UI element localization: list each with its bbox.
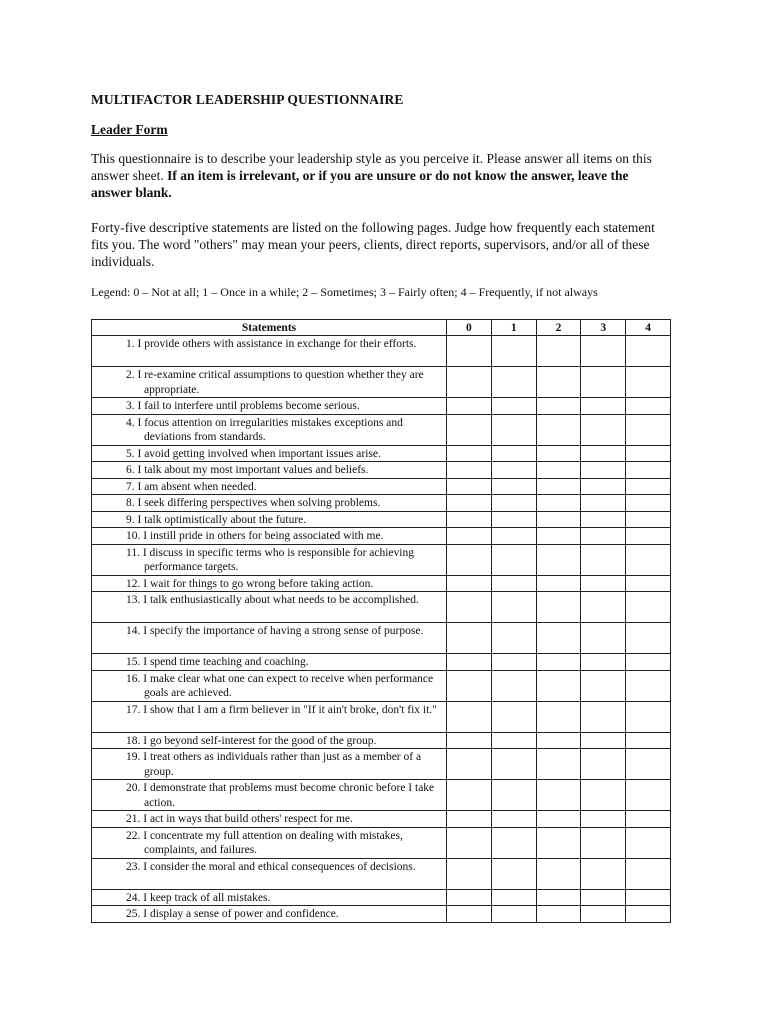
rating-cell-2[interactable] <box>536 511 581 528</box>
rating-cell-2[interactable] <box>536 495 581 512</box>
table-row <box>92 906 671 923</box>
statement-text: I make clear what one can expect to receive when performance goals are achieved. <box>143 672 434 699</box>
rating-cell-2[interactable] <box>536 827 581 858</box>
rating-cell-0[interactable] <box>447 889 492 906</box>
rating-cell-4[interactable] <box>626 654 671 671</box>
statement-text-block <box>92 593 442 608</box>
rating-cell-4[interactable] <box>626 701 671 732</box>
table-row <box>92 495 671 512</box>
rating-cell-4[interactable] <box>626 623 671 654</box>
statement-text: I wait for things to go wrong before taking action. <box>143 577 374 590</box>
table-row <box>92 858 671 889</box>
statement-cell <box>92 811 447 828</box>
header-rating-2: 2 <box>536 320 581 336</box>
rating-cell-1[interactable] <box>491 445 536 462</box>
table-row <box>92 414 671 445</box>
statement-number: 4. <box>126 416 135 429</box>
intro-bold-text: If an item is irrelevant, or if you are unsure or do not know the answer, leave the answer blank. <box>91 168 629 200</box>
statement-cell <box>92 336 447 367</box>
statement-cell <box>92 701 447 732</box>
statement-text: I concentrate my full attention on dealing with mistakes, complaints, and failures. <box>143 829 403 856</box>
statement-text-block <box>92 703 442 718</box>
table-row <box>92 511 671 528</box>
table-row <box>92 701 671 732</box>
rating-cell-1[interactable] <box>491 495 536 512</box>
rating-cell-4[interactable] <box>626 811 671 828</box>
rating-cell-2[interactable] <box>536 670 581 701</box>
statement-cell <box>92 889 447 906</box>
statement-number: 10. <box>126 530 141 542</box>
statement-number: 20. <box>126 782 141 794</box>
rating-cell-1[interactable] <box>491 906 536 923</box>
rating-cell-2[interactable] <box>536 732 581 749</box>
rating-cell-2[interactable] <box>536 749 581 780</box>
statement-text-block <box>92 546 442 575</box>
rating-cell-4[interactable] <box>626 462 671 479</box>
statement-number: 1. <box>126 338 135 350</box>
table-row <box>92 780 671 811</box>
rating-cell-3[interactable] <box>581 827 626 858</box>
rating-cell-2[interactable] <box>536 623 581 654</box>
rating-cell-4[interactable] <box>626 367 671 398</box>
statement-text: I display a sense of power and confidence. <box>143 908 339 920</box>
statement-cell <box>92 575 447 592</box>
statement-number: 13. <box>126 594 141 606</box>
statement-text: I go beyond self-interest for the good of the group. <box>143 734 377 747</box>
rating-cell-2[interactable] <box>536 654 581 671</box>
table-row <box>92 811 671 828</box>
statement-number: 12. <box>126 577 141 590</box>
statement-number: 22. <box>126 829 141 842</box>
intro-paragraph <box>91 150 671 201</box>
statement-text-block <box>92 399 442 414</box>
rating-cell-3[interactable] <box>581 462 626 479</box>
rating-cell-2[interactable] <box>536 780 581 811</box>
rating-cell-0[interactable] <box>447 445 492 462</box>
rating-cell-1[interactable] <box>491 414 536 445</box>
statement-text: I am absent when needed. <box>137 480 257 493</box>
rating-cell-1[interactable] <box>491 780 536 811</box>
rating-cell-4[interactable] <box>626 749 671 780</box>
rating-cell-3[interactable] <box>581 670 626 701</box>
statement-cell <box>92 544 447 575</box>
rating-cell-2[interactable] <box>536 906 581 923</box>
statement-number: 15. <box>126 656 141 668</box>
rating-cell-4[interactable] <box>626 575 671 592</box>
table-row <box>92 827 671 858</box>
rating-cell-2[interactable] <box>536 858 581 889</box>
statement-number: 2. <box>126 369 135 381</box>
rating-cell-1[interactable] <box>491 827 536 858</box>
rating-cell-0[interactable] <box>447 398 492 415</box>
rating-cell-0[interactable] <box>447 544 492 575</box>
rating-cell-2[interactable] <box>536 701 581 732</box>
statement-cell <box>92 445 447 462</box>
rating-cell-3[interactable] <box>581 592 626 623</box>
statement-text-block <box>92 812 442 827</box>
rating-cell-4[interactable] <box>626 544 671 575</box>
statement-text-block <box>92 480 442 495</box>
rating-cell-0[interactable] <box>447 858 492 889</box>
rating-cell-1[interactable] <box>491 367 536 398</box>
rating-cell-1[interactable] <box>491 811 536 828</box>
statement-text: I avoid getting involved when important issues arise. <box>137 447 381 460</box>
statement-text-block <box>92 829 442 858</box>
rating-cell-3[interactable] <box>581 445 626 462</box>
rating-cell-0[interactable] <box>447 592 492 623</box>
rating-table <box>91 319 671 923</box>
rating-cell-1[interactable] <box>491 749 536 780</box>
statement-text-block <box>92 368 442 397</box>
rating-cell-3[interactable] <box>581 732 626 749</box>
rating-cell-2[interactable] <box>536 445 581 462</box>
table-row <box>92 749 671 780</box>
statement-text: I treat others as individuals rather than just as a member of a group. <box>143 751 422 778</box>
form-subtitle: Leader Form <box>91 122 168 137</box>
header-statements: Statements <box>92 320 447 336</box>
statement-number: 19. <box>126 751 141 763</box>
statement-cell <box>92 478 447 495</box>
statement-text-block <box>92 734 442 749</box>
rating-cell-2[interactable] <box>536 575 581 592</box>
statement-text: I discuss in specific terms who is responsible for achieving performance targets. <box>142 546 414 573</box>
rating-cell-4[interactable] <box>626 827 671 858</box>
rating-cell-3[interactable] <box>581 414 626 445</box>
statement-number: 8. <box>126 497 135 509</box>
statement-number: 21. <box>126 813 141 825</box>
rating-cell-1[interactable] <box>491 528 536 545</box>
statement-number: 17. <box>126 703 141 716</box>
rating-cell-0[interactable] <box>447 780 492 811</box>
rating-cell-1[interactable] <box>491 858 536 889</box>
rating-cell-3[interactable] <box>581 528 626 545</box>
header-rating-0: 0 <box>447 320 492 336</box>
statement-text-block <box>92 655 442 670</box>
statement-text-block <box>92 337 442 352</box>
rating-cell-0[interactable] <box>447 827 492 858</box>
rating-cell-3[interactable] <box>581 478 626 495</box>
rating-cell-2[interactable] <box>536 544 581 575</box>
rating-cell-1[interactable] <box>491 654 536 671</box>
rating-cell-0[interactable] <box>447 623 492 654</box>
rating-cell-2[interactable] <box>536 414 581 445</box>
rating-cell-4[interactable] <box>626 889 671 906</box>
rating-cell-1[interactable] <box>491 478 536 495</box>
table-row <box>92 478 671 495</box>
statement-text-block <box>92 624 442 639</box>
rating-cell-4[interactable] <box>626 495 671 512</box>
rating-cell-1[interactable] <box>491 398 536 415</box>
statement-text: I demonstrate that problems must become chronic before I take action. <box>143 782 435 809</box>
statement-text: I act in ways that build others' respect for me. <box>143 813 353 825</box>
table-row <box>92 732 671 749</box>
statement-number: 5. <box>126 447 135 460</box>
rating-cell-1[interactable] <box>491 670 536 701</box>
rating-cell-4[interactable] <box>626 336 671 367</box>
rating-cell-0[interactable] <box>447 749 492 780</box>
statement-text: I talk enthusiastically about what needs to be accomplished. <box>143 594 419 606</box>
rating-cell-4[interactable] <box>626 858 671 889</box>
statement-number: 3. <box>126 400 135 412</box>
rating-cell-2[interactable] <box>536 528 581 545</box>
table-row <box>92 528 671 545</box>
statement-cell <box>92 780 447 811</box>
table-row <box>92 889 671 906</box>
statement-number: 11. <box>126 546 140 559</box>
header-rating-1: 1 <box>491 320 536 336</box>
statement-number: 16. <box>126 672 141 685</box>
rating-cell-3[interactable] <box>581 654 626 671</box>
table-row <box>92 623 671 654</box>
statement-text: I consider the moral and ethical consequences of decisions. <box>143 860 416 873</box>
statement-cell <box>92 462 447 479</box>
statement-text-block <box>92 891 442 906</box>
document-page <box>91 92 671 301</box>
rating-cell-0[interactable] <box>447 462 492 479</box>
statement-number: 6. <box>126 464 135 476</box>
statement-text-block <box>92 860 442 875</box>
statement-text-block <box>92 513 442 528</box>
rating-cell-1[interactable] <box>491 732 536 749</box>
statement-cell <box>92 367 447 398</box>
rating-cell-2[interactable] <box>536 336 581 367</box>
rating-cell-4[interactable] <box>626 445 671 462</box>
rating-cell-0[interactable] <box>447 528 492 545</box>
table-row <box>92 398 671 415</box>
table-row <box>92 462 671 479</box>
statement-number: 24. <box>126 891 141 904</box>
statement-cell <box>92 654 447 671</box>
statement-cell <box>92 414 447 445</box>
page-title: MULTIFACTOR LEADERSHIP QUESTIONNAIRE <box>91 92 404 107</box>
intro-text: This questionnaire is to describe your leadership style as you perceive it. Please answer all items on this answer sheet. <box>91 151 652 183</box>
header-rating-3: 3 <box>581 320 626 336</box>
rating-cell-4[interactable] <box>626 478 671 495</box>
rating-cell-3[interactable] <box>581 811 626 828</box>
statement-cell <box>92 495 447 512</box>
rating-cell-1[interactable] <box>491 336 536 367</box>
table-row <box>92 367 671 398</box>
table-header-row <box>92 320 671 336</box>
statement-text-block <box>92 496 442 511</box>
rating-cell-3[interactable] <box>581 749 626 780</box>
rating-cell-1[interactable] <box>491 544 536 575</box>
rating-cell-1[interactable] <box>491 701 536 732</box>
statement-cell <box>92 528 447 545</box>
rating-cell-3[interactable] <box>581 495 626 512</box>
statement-number: 18. <box>126 734 141 747</box>
rating-cell-2[interactable] <box>536 478 581 495</box>
statement-text-block <box>92 529 442 544</box>
rating-cell-3[interactable] <box>581 544 626 575</box>
statement-text-block <box>92 781 442 810</box>
rating-cell-4[interactable] <box>626 780 671 811</box>
rating-cell-0[interactable] <box>447 654 492 671</box>
statement-text-block <box>92 577 442 592</box>
rating-cell-2[interactable] <box>536 811 581 828</box>
statement-number: 25. <box>126 908 141 920</box>
rating-cell-4[interactable] <box>626 670 671 701</box>
rating-cell-1[interactable] <box>491 592 536 623</box>
statement-number: 9. <box>126 513 135 526</box>
table-row <box>92 445 671 462</box>
rating-legend: Legend: 0 – Not at all; 1 – Once in a while; 2 – Sometimes; 3 – Fairly often; 4 – Frequently, if not always <box>91 285 598 299</box>
rating-cell-4[interactable] <box>626 732 671 749</box>
statement-text: I fail to interfere until problems become serious. <box>137 400 360 412</box>
statement-text: I keep track of all mistakes. <box>143 891 271 904</box>
table-row <box>92 592 671 623</box>
rating-cell-4[interactable] <box>626 528 671 545</box>
rating-cell-1[interactable] <box>491 511 536 528</box>
rating-cell-3[interactable] <box>581 780 626 811</box>
statement-text-block <box>92 750 442 779</box>
rating-cell-3[interactable] <box>581 623 626 654</box>
rating-cell-0[interactable] <box>447 336 492 367</box>
statement-cell <box>92 670 447 701</box>
rating-cell-0[interactable] <box>447 575 492 592</box>
rating-cell-1[interactable] <box>491 623 536 654</box>
statement-cell <box>92 906 447 923</box>
table-row <box>92 575 671 592</box>
statement-cell <box>92 623 447 654</box>
table-row <box>92 654 671 671</box>
rating-cell-3[interactable] <box>581 575 626 592</box>
rating-cell-0[interactable] <box>447 367 492 398</box>
statement-cell <box>92 592 447 623</box>
statement-text: I show that I am a firm believer in "If it ain't broke, don't fix it." <box>143 703 437 716</box>
header-rating-4: 4 <box>626 320 671 336</box>
table-row <box>92 670 671 701</box>
rating-cell-2[interactable] <box>536 592 581 623</box>
rating-cell-4[interactable] <box>626 511 671 528</box>
rating-cell-2[interactable] <box>536 398 581 415</box>
rating-cell-0[interactable] <box>447 732 492 749</box>
table-row <box>92 544 671 575</box>
rating-cell-0[interactable] <box>447 906 492 923</box>
statement-cell <box>92 398 447 415</box>
rating-cell-0[interactable] <box>447 670 492 701</box>
rating-cell-3[interactable] <box>581 398 626 415</box>
rating-cell-0[interactable] <box>447 478 492 495</box>
rating-cell-0[interactable] <box>447 701 492 732</box>
statement-text: I instill pride in others for being associated with me. <box>143 530 384 542</box>
statement-text: I specify the importance of having a strong sense of purpose. <box>143 625 424 637</box>
statement-cell <box>92 732 447 749</box>
statement-text: I seek differing perspectives when solving problems. <box>137 497 381 509</box>
rating-cell-1[interactable] <box>491 889 536 906</box>
rating-cell-3[interactable] <box>581 367 626 398</box>
statement-text: I talk about my most important values and beliefs. <box>137 464 369 476</box>
statement-text-block <box>92 463 442 478</box>
statement-text: I re-examine critical assumptions to question whether they are appropriate. <box>137 369 424 396</box>
statement-text-block <box>92 447 442 462</box>
statement-cell <box>92 858 447 889</box>
rating-cell-4[interactable] <box>626 414 671 445</box>
statement-text: I talk optimistically about the future. <box>137 513 307 526</box>
rating-cell-4[interactable] <box>626 398 671 415</box>
rating-cell-0[interactable] <box>447 811 492 828</box>
instructions-paragraph: Forty-five descriptive statements are listed on the following pages. Judge how frequently each statement fits you. The word "others" may mean your peers, clients, direct reports, supervisors, and/or all of these individuals. <box>91 220 655 269</box>
rating-cell-4[interactable] <box>626 592 671 623</box>
statement-cell <box>92 749 447 780</box>
rating-cell-2[interactable] <box>536 367 581 398</box>
statement-text: I spend time teaching and coaching. <box>143 656 309 668</box>
statement-text-block <box>92 672 442 701</box>
statement-cell <box>92 827 447 858</box>
rating-cell-3[interactable] <box>581 889 626 906</box>
rating-cell-3[interactable] <box>581 511 626 528</box>
statement-number: 14. <box>126 625 141 637</box>
statement-number: 7. <box>126 480 135 493</box>
statement-text: I provide others with assistance in exchange for their efforts. <box>137 338 417 350</box>
rating-cell-1[interactable] <box>491 462 536 479</box>
rating-cell-1[interactable] <box>491 575 536 592</box>
statement-text-block <box>92 907 442 922</box>
rating-cell-4[interactable] <box>626 906 671 923</box>
statement-number: 23. <box>126 860 141 873</box>
rating-cell-3[interactable] <box>581 858 626 889</box>
statement-text: I focus attention on irregularities mistakes exceptions and deviations from standards. <box>137 416 403 443</box>
table-row <box>92 336 671 367</box>
rating-cell-0[interactable] <box>447 414 492 445</box>
rating-cell-3[interactable] <box>581 701 626 732</box>
rating-cell-0[interactable] <box>447 511 492 528</box>
statement-text-block <box>92 416 442 445</box>
rating-cell-2[interactable] <box>536 889 581 906</box>
rating-cell-2[interactable] <box>536 462 581 479</box>
statement-cell <box>92 511 447 528</box>
rating-cell-0[interactable] <box>447 495 492 512</box>
rating-cell-3[interactable] <box>581 906 626 923</box>
rating-cell-3[interactable] <box>581 336 626 367</box>
table-body <box>92 336 671 923</box>
